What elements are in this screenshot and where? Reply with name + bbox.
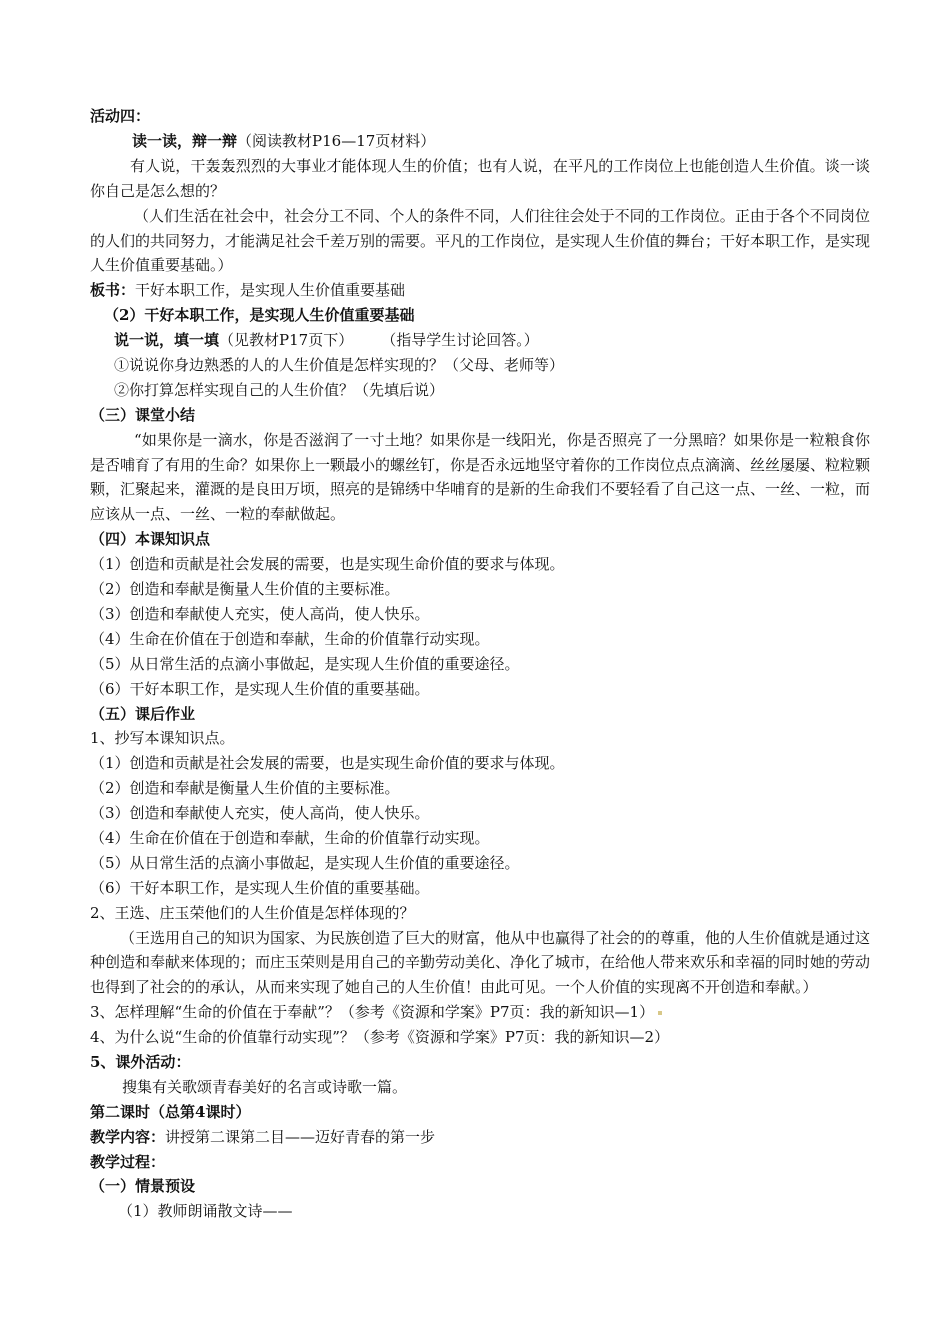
knowledge-heading: （四）本课知识点 xyxy=(90,530,211,549)
read-debate-line xyxy=(90,129,870,154)
lesson2-content-text: 讲授第二课第二目——迈好青春的第一步 xyxy=(165,1127,436,1146)
lesson2-heading: 第二课时（总第4课时） xyxy=(90,1102,251,1121)
homework-task-5-heading: 5、课外活动： xyxy=(90,1053,191,1072)
activity4-answer: （人们生活在社会中，社会分工不同、个人的条件不同，人们往往会处于不同的工作岗位。正由于各个不同岗位的人们的共同努力，才能满足社会千差万别的需要。平凡的工作岗位，是实现人生价值的舞台；干好本职工作，是实现人生价值重要基础。） xyxy=(90,206,871,275)
point2-heading: （2）干好本职工作，是实现人生价值重要基础 xyxy=(104,306,415,325)
board-line xyxy=(90,278,870,303)
say-fill-question-2: ②你打算怎样实现自己的人生价值？（先填后说） xyxy=(114,380,445,399)
lesson2-process: 教学过程： xyxy=(90,1152,166,1171)
homework-item: （3）创造和奉献使人充实，使人高尚，使人快乐。 xyxy=(90,804,430,823)
say-fill-note: （见教材P17页下） xyxy=(219,331,354,350)
read-debate-note: （阅读教材P16—17页材料） xyxy=(237,131,436,150)
homework-task-5-text: 搜集有关歌颂青春美好的名言或诗歌一篇。 xyxy=(122,1077,408,1096)
knowledge-item: （3）创造和奉献使人充实，使人高尚，使人快乐。 xyxy=(90,604,430,623)
lesson2-content-label: 教学内容： xyxy=(90,1127,166,1146)
homework-item: （6）干好本职工作，是实现人生价值的重要基础。 xyxy=(90,878,430,897)
text-marker-icon xyxy=(658,1011,662,1015)
say-fill-line xyxy=(90,328,870,353)
summary-text: “如果你是一滴水，你是否滋润了一寸土地？如果你是一线阳光，你是否照亮了一分黑暗？如果你是一粒粮食你是否哺育了有用的生命？如果你上一颗最小的螺丝钉，你是否永远地坚守着你的工作岗位点点滴滴、丝丝屡屡、粒粒颗颗，汇聚起来，灌溉的是良田万顷，照亮的是锦绣中华哺育的是新的生命我们不要轻看了自己这一点、一丝、一粒，而应该从一点、一丝、一粒的奉献做起。 xyxy=(90,430,871,524)
lesson2-scene-heading: （一）情景预设 xyxy=(90,1177,196,1196)
say-fill-guide: （指导学生讨论回答。） xyxy=(381,331,539,350)
knowledge-item: （4）生命在价值在于创造和奉献，生命的价值靠行动实现。 xyxy=(90,629,490,648)
knowledge-item: （5）从日常生活的点滴小事做起，是实现人生价值的重要途径。 xyxy=(90,654,520,673)
activity4-question: 有人说，干轰轰烈烈的大事业才能体现人生的价值；也有人说，在平凡的工作岗位上也能创造人生价值。谈一谈你自己是怎么想的？ xyxy=(90,156,870,200)
say-fill-title: 说一说，填一填 xyxy=(114,331,220,350)
homework-heading: （五）课后作业 xyxy=(90,704,196,723)
knowledge-item: （2）创造和奉献是衡量人生价值的主要标准。 xyxy=(90,580,400,599)
homework-task-2: 2、王选、庄玉荣他们的人生价值是怎样体现的？ xyxy=(90,903,415,922)
homework-task-4: 4、为什么说“生命的价值靠行动实现”？（参考《资源和学案》P7页：我的新知识—2） xyxy=(90,1028,670,1047)
activity4-heading: 活动四： xyxy=(90,107,151,125)
homework-task-3-line xyxy=(90,1000,870,1025)
homework-item: （5）从日常生活的点滴小事做起，是实现人生价值的重要途径。 xyxy=(90,853,520,872)
lesson2-scene-item: （1）教师朗诵散文诗—— xyxy=(118,1202,293,1221)
homework-item: （2）创造和奉献是衡量人生价值的主要标准。 xyxy=(90,779,400,798)
knowledge-item: （1）创造和贡献是社会发展的需要，也是实现生命价值的要求与体现。 xyxy=(90,555,565,574)
homework-task-2-answer: （王选用自己的知识为国家、为民族创造了巨大的财富，他从中也赢得了社会的的尊重，他的人生价值就是通过这种创造和奉献来体现的；而庄玉荣则是用自己的辛勤劳动美化、净化了城市，在给他人带来欢乐和幸福的同时她的劳动也得到了社会的的承认，从而来实现了她自己的人生价值！由此可见。一个人价值的实现离不开创造和奉献。） xyxy=(90,928,871,997)
board-text: 干好本职工作，是实现人生价值重要基础 xyxy=(135,281,406,300)
homework-item: （4）生命在价值在于创造和奉献，生命的价值靠行动实现。 xyxy=(90,828,490,847)
say-fill-question-1: ①说说你身边熟悉的人的人生价值是怎样实现的？（父母、老师等） xyxy=(114,355,565,374)
board-label: 板书： xyxy=(90,281,136,300)
read-debate-title: 读一读，辩一辩 xyxy=(132,131,238,150)
summary-heading: （三）课堂小结 xyxy=(90,405,196,424)
knowledge-item: （6）干好本职工作，是实现人生价值的重要基础。 xyxy=(90,679,430,698)
homework-task-1: 1、抄写本课知识点。 xyxy=(90,729,235,748)
homework-item: （1）创造和贡献是社会发展的需要，也是实现生命价值的要求与体现。 xyxy=(90,754,565,773)
homework-task-3: 3、怎样理解“生命的价值在于奉献”？（参考《资源和学案》P7页：我的新知识—1） xyxy=(90,1003,655,1022)
lesson2-content-line xyxy=(90,1125,870,1150)
